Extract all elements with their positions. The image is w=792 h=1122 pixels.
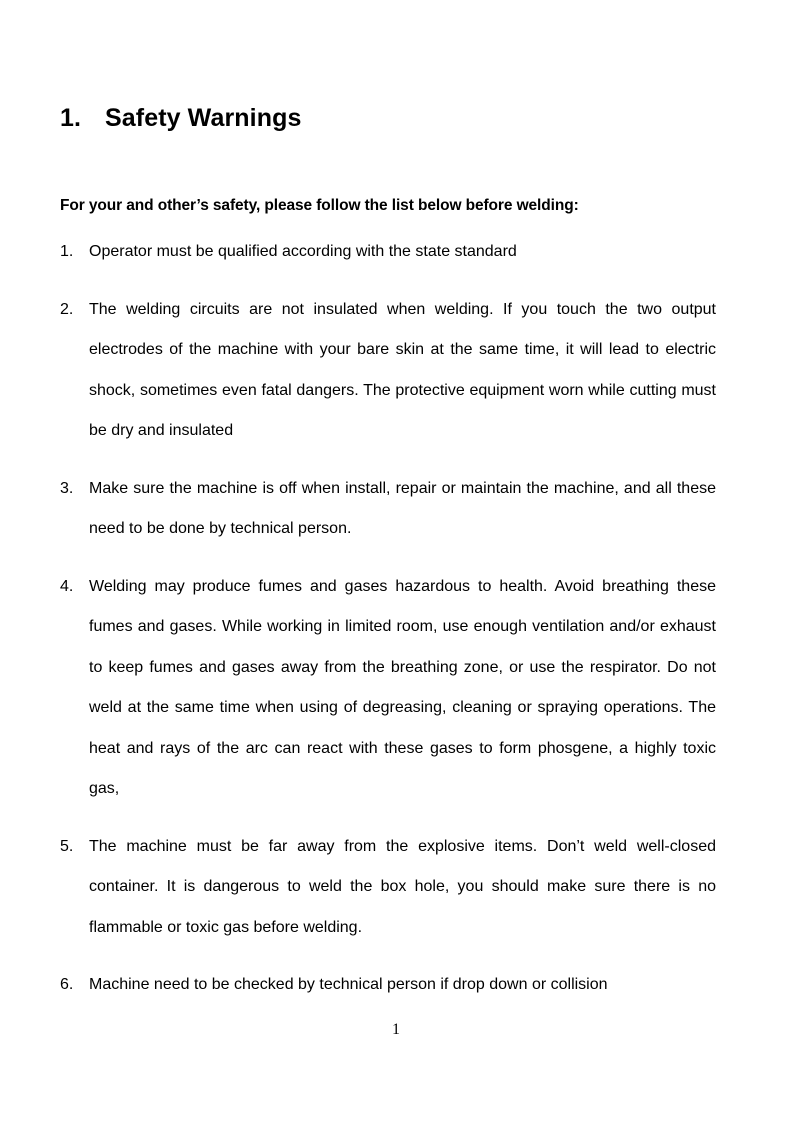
list-item-number: 3. — [60, 479, 74, 497]
list-item — [60, 469, 716, 550]
list-item-text: Machine need to be checked by technical person if drop down or collision — [89, 976, 608, 993]
list-item-text: Welding may produce fumes and gases hazardous to health. Avoid breathing these fumes and gases. While working in limited room, use enough ventilation and/or exhaust to keep fumes and gases away from the breathing zone, or use the respirator. Do not weld at the same time when using of degreasing, cleaning or spraying operations. The heat and rays of the arc can react with these gases to form phosgene, a highly toxic gas, — [89, 577, 716, 797]
list-item-number: 1. — [60, 243, 74, 260]
list-item-text: The welding circuits are not insulated when welding. If you touch the two output electrodes of the machine with your bare skin at the same time, it will lead to electric shock, sometimes even fatal dangers. The protective equipment worn while cutting must be dry and insulated — [89, 300, 716, 439]
list-item-text: Make sure the machine is off when install, repair or maintain the machine, and all these need to be done by technical person. — [89, 479, 716, 537]
list-item — [60, 965, 716, 1006]
list-item — [60, 567, 716, 810]
page-number: 1 — [392, 1021, 400, 1038]
list-item-number: 6. — [60, 976, 74, 993]
list-item-text: Operator must be qualified according with the state standard — [89, 243, 517, 260]
list-item-number: 2. — [60, 300, 74, 318]
intro-text: For your and other’s safety, please follow the list below before welding: — [60, 197, 579, 214]
list-item — [60, 290, 716, 452]
section-title: Safety Warnings — [105, 104, 302, 132]
list-item — [60, 827, 716, 949]
list-item-number: 4. — [60, 577, 74, 595]
section-number: 1. — [60, 104, 82, 132]
list-item-text: The machine must be far away from the explosive items. Don’t weld well-closed container. It is dangerous to weld the box hole, you should make sure there is no flammable or toxic gas before welding. — [89, 837, 716, 936]
safety-list — [60, 232, 716, 1023]
list-item-number: 5. — [60, 837, 74, 855]
list-item — [60, 232, 716, 273]
section-heading — [60, 104, 301, 133]
